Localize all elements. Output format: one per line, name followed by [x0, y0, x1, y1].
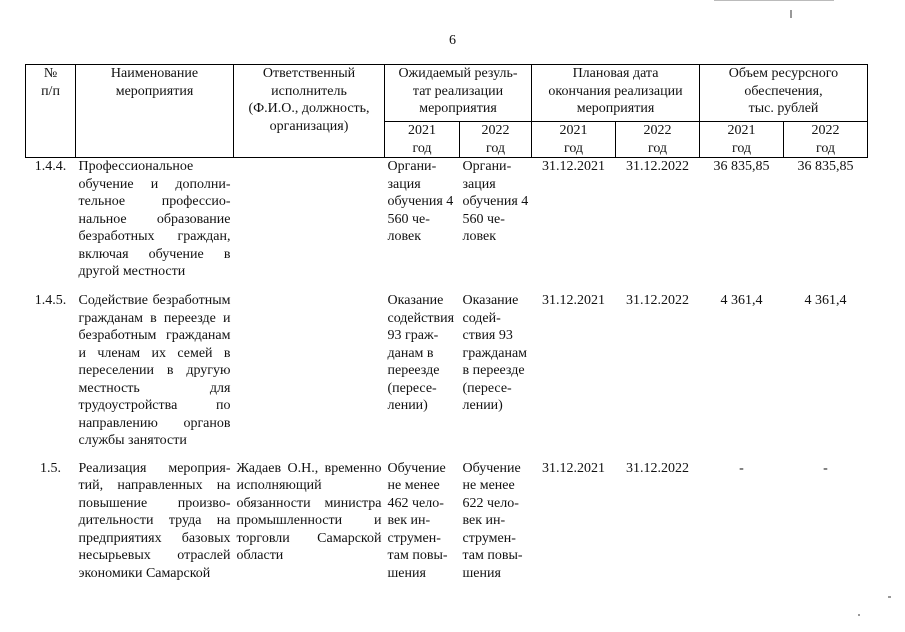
expected-result-2022: Организация обучения 4 560 человек	[462, 159, 529, 244]
resource-volume-2022: -	[823, 460, 828, 476]
expected-result-2021: Организация обучения 4 560 человек	[387, 159, 454, 244]
table-row	[26, 282, 868, 450]
measure-name: Реализация мероприятий, направленных на повышение производительности труда на предприятиях базовых несырьевых отраслей экономики Самарской	[78, 460, 231, 581]
expected-result-2021: Обучение не менее 462 человек инструментам повышения	[387, 460, 448, 581]
scan-speck	[714, 0, 834, 1]
page-number: 6	[449, 33, 456, 48]
expected-result-2022: Оказание содействия 93 гражданам в переезде (переселении)	[462, 293, 528, 413]
header-result-2022: 2022 год	[460, 122, 532, 158]
row-number: 1.4.5.	[34, 293, 67, 308]
planned-date-2022: 31.12.2022	[626, 460, 689, 476]
header-responsible: Ответственный исполнитель (Ф.И.О., должность, организация)	[234, 65, 385, 158]
expected-result-2022: Обучение не менее 622 человек инструментам повышения	[462, 460, 523, 581]
header-result-2021: 2021 год	[385, 122, 460, 158]
header-resource-volume: Объем ресурсного обеспечения, тыс. рублей	[700, 65, 868, 122]
planned-date-2021: 31.12.2021	[542, 159, 605, 174]
measure-name: Содействие безработным гражданам в переезде и безработным гражданам и членам их семей в переселении в другую местность для трудоустройства по направлению органов службы занятости	[78, 293, 231, 448]
responsible-executor	[234, 158, 385, 283]
header-date-2022: 2022 год	[616, 122, 700, 158]
header-expected-result: Ожидаемый резуль- тат реализации мероприятия	[385, 65, 532, 122]
planned-date-2022: 31.12.2022	[626, 293, 689, 308]
planned-date-2022: 31.12.2022	[626, 159, 689, 174]
resource-volume-2022: 36 835,85	[797, 159, 854, 174]
responsible-executor	[234, 282, 385, 450]
measure-name: Профессиональное обучение и дополнительное профессиональное образование безработных граждан, включая обучение в другой местности	[78, 159, 231, 279]
measures-table	[25, 64, 868, 582]
header-planned-date: Плановая дата окончания реализации мероприятия	[532, 65, 700, 122]
expected-result-2021: Оказание содействия 93 гражданам в переезде (переселении)	[387, 293, 455, 413]
resource-volume-2021: 36 835,85	[713, 159, 770, 174]
header-date-2021: 2021 год	[532, 122, 616, 158]
responsible-executor: Жадаев О.Н., временно исполняющий обязанности министра промышленности и торговли Самарской области	[236, 460, 382, 563]
row-number: 1.5.	[40, 460, 61, 476]
header-name: Наименование мероприятия	[76, 65, 234, 158]
header-num: № п/п	[26, 65, 76, 158]
planned-date-2021: 31.12.2021	[542, 460, 605, 476]
row-number: 1.4.4.	[34, 159, 67, 174]
scan-speck	[858, 614, 860, 616]
table-row	[26, 158, 868, 283]
resource-volume-2022: 4 361,4	[804, 293, 847, 308]
header-volume-2021: 2021 год	[700, 122, 784, 158]
scan-speck	[790, 10, 792, 18]
planned-date-2021: 31.12.2021	[542, 293, 605, 308]
table-row	[26, 450, 868, 583]
resource-volume-2021: -	[739, 460, 744, 476]
scan-speck	[888, 596, 891, 598]
header-volume-2022: 2022 год	[784, 122, 868, 158]
resource-volume-2021: 4 361,4	[720, 293, 763, 308]
